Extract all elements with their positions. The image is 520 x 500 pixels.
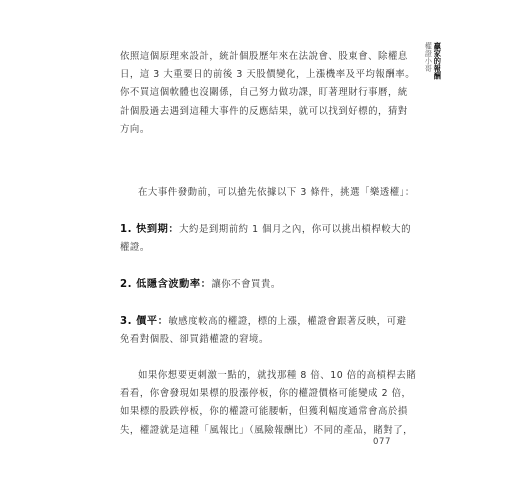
- criterion-3: [120, 313, 407, 349]
- page-number: 077: [373, 437, 392, 447]
- running-header-series: 權證小哥: [424, 42, 434, 72]
- criterion-text: 大約是到期前約 1 個月之內，你可以挑出槓桿較大的: [179, 224, 412, 235]
- text-line: 如果標的股跌停板，你的權證可能腰斬，但獲利幅度通常會高於損: [120, 406, 408, 418]
- criterion-2: [120, 276, 403, 294]
- criterion-text: 讓你不會買貴。: [211, 279, 281, 290]
- closing-paragraph: [120, 367, 417, 440]
- criterion-1: [120, 221, 412, 257]
- text-line: 方向。: [120, 123, 150, 135]
- intro-paragraph: [120, 48, 416, 139]
- text-line: 日，這 3 大重要日的前後 3 天股價變化，上漲機率及平均報酬率。: [120, 69, 416, 81]
- text-line: [120, 313, 407, 331]
- criterion-label: 2. 低隱含波動率：: [120, 279, 212, 290]
- text-line: 看看，你會發現如果標的股漲停板，你的權證價格可能變成 2 倍，: [120, 388, 412, 400]
- lead-sentence: [120, 184, 415, 202]
- running-header-chapter: 贏家的報酬: [433, 42, 443, 80]
- text-line: 失，權證就是這種「風報比」（風險報酬比）不同的產品，賭對了，: [120, 424, 414, 436]
- text-line: 你不買這個軟體也沒關係，自己努力做功課，盯著理財行事曆，統: [120, 87, 408, 99]
- text-line: 免看對個股、卻買錯權證的窘境。: [120, 334, 269, 346]
- criterion-text: 敏感度較高的權證，標的上漲，權證會跟著反映，可避: [168, 316, 407, 327]
- text-line: 在大事件發動前，可以搶先依據以下 3 條件，挑選「樂透權」：: [138, 187, 415, 198]
- criterion-label: 1. 快到期：: [120, 224, 180, 235]
- text-line: 計個股過去遇到這種大事件的反應結果，就可以找到好標的，猜對: [120, 105, 408, 117]
- text-line: 如果你想要更刺激一點的，就找那種 8 倍、10 倍的高槓桿去賭: [138, 370, 417, 381]
- text-line: [120, 276, 403, 294]
- text-line: 權證。: [120, 242, 150, 254]
- text-line: 依照這個原理來設計，統計個股歷年來在法說會、股東會、除權息: [120, 51, 408, 62]
- criterion-label: 3. 價平：: [120, 316, 169, 327]
- text-line: [120, 221, 412, 239]
